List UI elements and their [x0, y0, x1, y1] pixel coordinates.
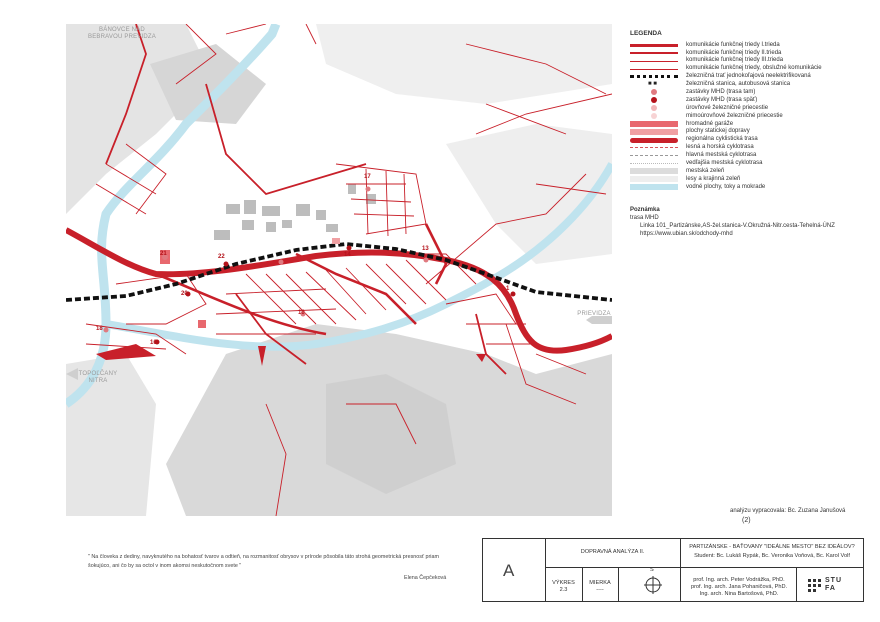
- legend: [630, 30, 870, 191]
- legend-item-road-2: [630, 49, 870, 57]
- legend-item-stop-back: [630, 97, 870, 105]
- north-label: S: [650, 567, 654, 573]
- legend-item-water: [630, 183, 870, 191]
- legend-item-green-forest: [630, 176, 870, 184]
- stop-number: 22: [218, 254, 225, 260]
- parking-icon: [630, 129, 678, 136]
- sheet-letter: A: [503, 561, 515, 580]
- road-4-icon: [630, 66, 678, 73]
- legend-item-stop-there: [630, 89, 870, 97]
- note-link[interactable]: https://www.ubian.sk/odchody-mhd: [640, 231, 733, 237]
- legend-item-green-urban: [630, 168, 870, 176]
- note-line: Linka 101_Partizánske,AS-žel.stanica-V.Okružná-Nitr.cesta-Tehelná-ÚNZ: [640, 223, 835, 229]
- stop-number: 20: [181, 291, 188, 297]
- page-number: (2): [742, 517, 751, 524]
- legend-label: železničná trať jednokoľajová neelektrifikovaná: [686, 73, 811, 80]
- legend-label: plochy statickej dopravy: [686, 128, 750, 135]
- project-title: PARTIZÁNSKE - BAŤOVANY "IDEÁLNE MESTO" BEZ IDEÁLOV?: [689, 544, 855, 550]
- legend-item-parking: [630, 128, 870, 136]
- stop-number: 14: [344, 252, 351, 258]
- stu-fa-logo: STU FA: [808, 577, 854, 595]
- legend-label: komunikácie funkčnej triedy II.trieda: [686, 49, 782, 56]
- legend-label: úrovňové železničné priecestie: [686, 104, 769, 111]
- legend-item-cycle-main: [630, 152, 870, 160]
- green-urban-icon: [630, 168, 678, 175]
- legend-label: zastávky MHD (trasa tam): [686, 88, 756, 95]
- legend-label: regionálna cyklistická trasa: [686, 136, 758, 143]
- legend-item-road-3: [630, 57, 870, 65]
- legend-label: železničná stanica, autobusová stanica: [686, 81, 791, 88]
- quote-text: " Na človeka z dediny, navyknutého na bohatosť tvarov a odtieň, na rozmanitosť obrysov v prírode pôsobila táto strohá geometrická presnosť priam šokujúco, ani čo by sa octol v inom akomsi neskutočnom svete ": [88, 554, 439, 569]
- label-banovce: BÁNOVCE NAD BEBRAVOU PREVIDZA: [88, 27, 156, 40]
- legend-label: komunikácie funkčnej triedy, obslužné komunikácie: [686, 65, 822, 72]
- legend-title: LEGENDA: [630, 30, 662, 37]
- green-area: [446, 124, 612, 264]
- mierka-value: ----: [596, 587, 604, 593]
- credit-text: analýzu vypracovala: Bc. Zuzana Janušová: [730, 508, 846, 514]
- legend-label: mimoúrovňové železničné priecestie: [686, 112, 783, 119]
- stop-number: 18: [96, 326, 103, 332]
- legend-label: hlavná mestská cyklotrasa: [686, 152, 757, 159]
- station-icon: ■ ■: [648, 81, 657, 88]
- label-prievidza: PRIEVIDZA: [577, 311, 611, 317]
- vykres-value: 2.3: [559, 587, 568, 593]
- industrial-buildings: [214, 184, 376, 240]
- road-3-icon: [630, 58, 678, 65]
- legend-item-cycle-regional: [630, 136, 870, 144]
- note-title: Poznámka: [630, 207, 660, 213]
- green-forest-icon: [630, 176, 678, 183]
- rail-icon: [630, 73, 678, 80]
- stop-number: 10: [298, 310, 305, 316]
- teacher-1: prof. Ing. arch. Peter Vodrážka, PhD.: [693, 577, 785, 583]
- map-note: [630, 206, 835, 238]
- quote-author: Elena Čepčeková: [404, 575, 447, 581]
- stop-back-icon: [630, 97, 678, 104]
- legend-label: mestská zeleň: [686, 167, 725, 174]
- road-2-icon: [630, 50, 678, 57]
- road-1-icon: [630, 42, 678, 49]
- legend-item-station: [630, 81, 870, 89]
- legend-label: komunikácie funkčnej triedy I.trieda: [686, 41, 780, 48]
- note-line: trasa MHD: [630, 215, 659, 221]
- green-area: [316, 24, 612, 104]
- vykres-label: VÝKRES: [552, 580, 575, 586]
- legend-item-road-4: [630, 65, 870, 73]
- transport-map: [66, 24, 612, 516]
- stop-number: 1: [506, 286, 510, 292]
- legend-item-cycle-forest: [630, 144, 870, 152]
- legend-item-cycle-side: [630, 160, 870, 168]
- cycle-side-icon: [630, 160, 678, 167]
- garage-icon: [630, 121, 678, 128]
- stop-number: 17: [364, 174, 371, 180]
- stop-there-icon: [630, 89, 678, 96]
- stop-number: 13: [422, 246, 429, 252]
- mierka-label: MIERKA: [589, 580, 611, 586]
- legend-item-road-1: [630, 41, 870, 49]
- legend-item-rail: [630, 73, 870, 81]
- cycle-main-icon: [630, 152, 678, 159]
- legend-label: vodné plochy, toky a mokrade: [686, 183, 766, 190]
- legend-label: lesy a krajinná zeleň: [686, 175, 741, 182]
- north-arrow-icon: [643, 571, 663, 595]
- teacher-2: prof. Ing. arch. Jana Pohaničová, PhD.: [690, 584, 788, 590]
- legend-item-crossing-level: [630, 105, 870, 113]
- water-icon: [630, 184, 678, 191]
- map-drawing: [66, 24, 612, 516]
- crossing-level-icon: [630, 105, 678, 112]
- section-title: DOPRAVNÁ ANALÝZA II.: [580, 549, 645, 555]
- legend-label: komunikácie funkčnej triedy III.trieda: [686, 57, 784, 64]
- stop-number: 16: [150, 340, 157, 346]
- legend-item-garage: [630, 120, 870, 128]
- legend-label: lesná a horská cyklotrasa: [686, 144, 754, 151]
- legend-label: vedľajšia mestská cyklotrasa: [686, 160, 763, 166]
- cycle-forest-icon: [630, 144, 678, 151]
- crossing-grade-icon: [630, 113, 678, 120]
- title-block: [482, 538, 864, 602]
- stop-number: 21: [160, 251, 167, 257]
- class-2-roads: [156, 224, 446, 334]
- legend-label: zastávky MHD (trasa späť): [686, 96, 758, 103]
- students: Student: Bc. Lukáš Rypák, Bc. Veronika Voňová, Bc. Karol Volf: [694, 553, 850, 559]
- legend-label: hromadné garáže: [686, 120, 734, 127]
- cycle-regional-icon: [630, 137, 678, 144]
- legend-item-crossing-grade: [630, 112, 870, 120]
- teacher-3: Ing. arch. Nina Bartošová, PhD.: [699, 591, 779, 597]
- label-topolcany: TOPOĽČANY NITRA: [78, 371, 118, 384]
